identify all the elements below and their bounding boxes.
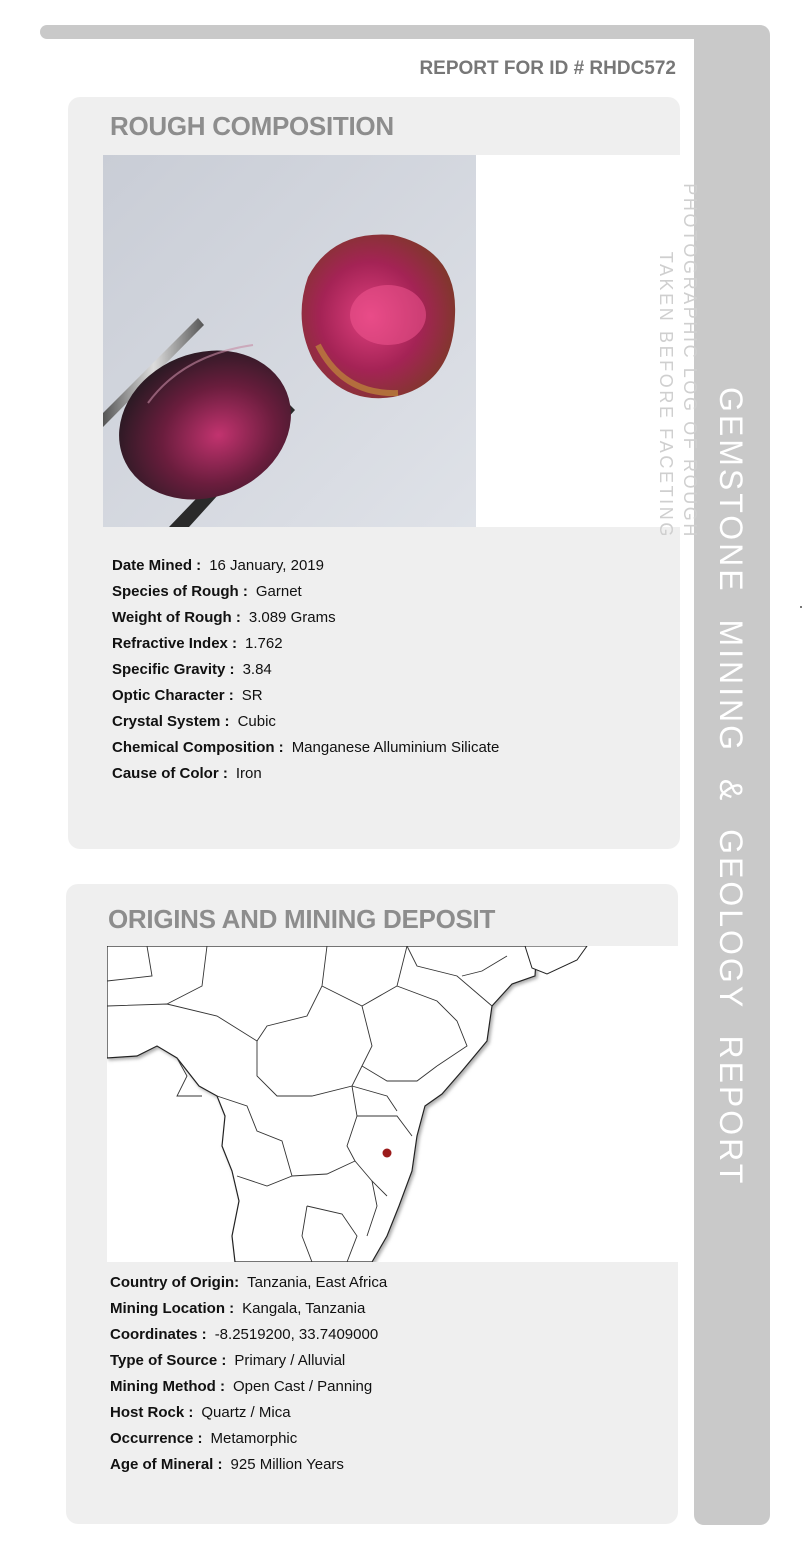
africa-landmass: [107, 946, 537, 1262]
list-item: [110, 1400, 387, 1426]
list-item: [110, 1374, 387, 1400]
mine-location-marker-icon: [383, 1149, 392, 1158]
field-value: Garnet: [255, 583, 302, 600]
field-value: Open Cast / Panning: [232, 1378, 373, 1395]
field-label: Weight of Rough :: [112, 609, 241, 626]
list-item: [112, 709, 499, 735]
field-value: Metamorphic: [210, 1430, 298, 1447]
origins-title: ORIGINS AND MINING DEPOSIT: [108, 904, 496, 934]
field-value: 16 January, 2019: [209, 557, 324, 574]
photo-caption-line-1: PHOTOGRAPHIC LOG OF ROUGH: [680, 183, 700, 539]
rough-composition-panel: [68, 97, 700, 849]
list-item: [110, 1270, 387, 1296]
field-label: Chemical Composition :: [112, 739, 284, 756]
field-label: Cause of Color :: [112, 765, 228, 782]
field-value: 925 Million Years: [230, 1456, 344, 1473]
list-item: [110, 1322, 387, 1348]
rough-photo-area: [103, 155, 700, 539]
field-label: Species of Rough :: [112, 583, 248, 600]
field-label: Country of Origin:: [110, 1274, 240, 1291]
africa-map: [107, 946, 678, 1262]
field-label: Optic Character :: [112, 687, 234, 704]
field-value: Quartz / Mica: [201, 1404, 291, 1421]
rough-composition-title: ROUGH COMPOSITION: [110, 111, 394, 141]
field-label: Host Rock :: [110, 1404, 194, 1421]
list-item: [112, 579, 499, 605]
list-item: [110, 1296, 387, 1322]
africa-map-area: [107, 946, 678, 1262]
field-label: Coordinates :: [110, 1326, 207, 1343]
field-label: Specific Gravity :: [112, 661, 235, 678]
field-value: 3.84: [242, 661, 272, 678]
field-value: Tanzania, East Africa: [247, 1274, 388, 1291]
field-label: Mining Method :: [110, 1378, 225, 1395]
list-item: [110, 1452, 387, 1478]
field-label: Mining Location :: [110, 1300, 235, 1317]
list-item: [112, 657, 499, 683]
origin-details-list: [110, 1270, 387, 1478]
gemstone-rough-photo: [103, 155, 476, 527]
list-item: [112, 761, 499, 787]
top-frame-bar: [40, 25, 740, 39]
photo-caption: [642, 167, 702, 539]
field-label: Occurrence :: [110, 1430, 203, 1447]
list-item: [112, 605, 499, 631]
field-value: Kangala, Tanzania: [242, 1300, 366, 1317]
list-item: [112, 683, 499, 709]
origins-panel: [66, 884, 678, 1524]
field-value: 3.089 Grams: [248, 609, 336, 626]
rough-details-list: [112, 553, 499, 787]
report-id: REPORT FOR ID # RHDC572: [419, 58, 676, 79]
list-item: [110, 1426, 387, 1452]
list-item: [110, 1348, 387, 1374]
field-label: Crystal System :: [112, 713, 230, 730]
field-value: SR: [241, 687, 263, 704]
field-value: Cubic: [237, 713, 276, 730]
list-item: [112, 631, 499, 657]
field-value: -8.2519200, 33.7409000: [214, 1326, 379, 1343]
field-label: Date Mined :: [112, 557, 202, 574]
field-value: Manganese Alluminium Silicate: [291, 739, 500, 756]
side-frame-bar: [694, 25, 770, 1525]
list-item: [112, 735, 499, 761]
field-value: Iron: [235, 765, 262, 782]
side-report-title: GEMSTONE MINING & GEOLOGY REPORT: [713, 387, 749, 1187]
field-value: 1.762: [245, 635, 283, 652]
list-item: [112, 553, 499, 579]
field-value: Primary / Alluvial: [234, 1352, 346, 1369]
field-label: Refractive Index :: [112, 635, 238, 652]
field-label: Age of Mineral :: [110, 1456, 223, 1473]
field-label: Type of Source :: [110, 1352, 227, 1369]
photo-caption-line-2: TAKEN BEFORE FACETING: [656, 251, 676, 539]
